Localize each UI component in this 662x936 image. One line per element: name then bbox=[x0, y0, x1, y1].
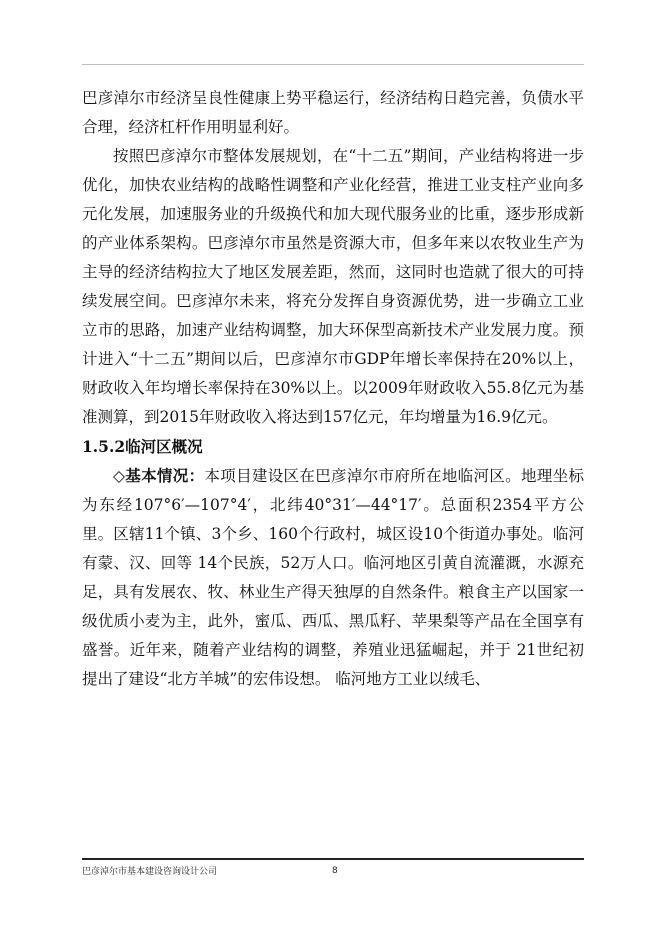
section-heading: 1.5.2临河区概况 bbox=[82, 437, 203, 456]
paragraph-basic-info bbox=[82, 461, 584, 694]
footer-organization: 巴彦淖尔市基本建设咨询设计公司 bbox=[82, 867, 218, 877]
basic-info-text: 本项目建设区在巴彦淖尔市府所在地临河区。地理坐标为东经107°6′—107°4′，北纬40°31′—44°17′。总面积2354平方公里。区辖11个镇、3个乡、160个行政村，城区设10个街道办事处。临河有蒙、汉、回等 14个民族，52万人口。临河地区引黄自流灌溉，水源充足，具有发展农、牧、林业生产得天独厚的自然条件。粮食主产以国家一级优质小麦为主，此外，蜜瓜、西瓜、黑瓜籽、苹果梨等产品在全国享有盛誉。近年来，随着产业结构的调整，养殖业迅猛崛起，并于 21世纪初提出了建设“北方羊城”的宏伟设想。 临河地方工业以绒毛、 bbox=[82, 467, 584, 688]
page-number: 8 bbox=[332, 866, 338, 876]
footer-divider bbox=[82, 858, 584, 860]
paragraph-development-plan: 按照巴彦淖尔市整体发展规划，在“十二五”期间，产业结构将进一步优化，加快农业结构的战略性调整和产业化经营，推进工业支柱产业向多元化发展，加速服务业的升级换代和加大现代服务业的比重，逐步形成新的产业体系架构。巴彦淖尔市虽然是资源大市，但多年来以农牧业生产为主导的经济结构拉大了地区发展差距，然而，这同时也造就了很大的可持续发展空间。巴彦淖尔未来，将充分发挥自身资源优势，进一步确立工业立市的思路，加速产业结构调整，加大环保型高新技术产业发展力度。预计进入“十二五”期间以后，巴彦淖尔市GDP年增长率保持在20%以上，财政收入年均增长率保持在30%以上。以2009年财政收入55.8亿元为基准测算，到2015年财政收入将达到157亿元，年均增量为16.9亿元。 bbox=[82, 147, 584, 426]
header-divider bbox=[82, 64, 584, 65]
document-body bbox=[82, 84, 584, 694]
basic-info-label: ◇基本情况： bbox=[113, 466, 205, 485]
paragraph-economy-summary: 巴彦淖尔市经济呈良性健康上势平稳运行，经济结构日趋完善，负债水平合理，经济杠杆作用明显利好。 bbox=[82, 89, 584, 136]
